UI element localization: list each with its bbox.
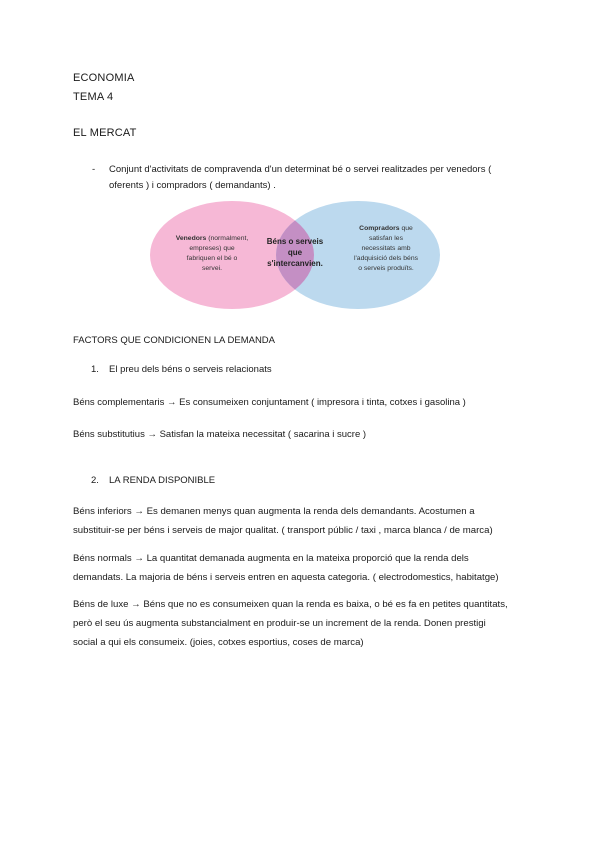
luxury-line-1: Béns de luxe → Béns que no es consumeixen quan la renda es baixa, o bé es fa en petites quantitats, — [73, 599, 508, 610]
venn-left-line-3: servei. — [201, 265, 223, 272]
venn-center-line-1: que — [287, 248, 303, 257]
inferior-goods-paragraph — [73, 502, 493, 540]
luxury-line-2: però el seu ús augmenta substancialment en produir-se un increment de la renda. Donen prestigi — [73, 618, 486, 629]
venn-left-line-2: fabriquen el bé o — [186, 255, 238, 262]
venn-left-line-1: empreses) que — [189, 245, 235, 252]
venn-left-line-0: Venedors (normalment, — [175, 235, 249, 242]
definition-line-1: Conjunt d'activitats de compravenda d'un determinat bé o servei realitzades per venedors ( — [109, 164, 492, 175]
normal-line-1: Béns normals → La quantitat demanada augmenta en la mateixa proporció que la renda dels — [73, 553, 469, 564]
substitute-goods: Béns substitutius → Satisfan la mateixa necessitat ( sacarina i sucre ) — [73, 429, 367, 440]
definition-bullet: - — [92, 164, 96, 175]
factors-heading: FACTORS QUE CONDICIONEN LA DEMANDA — [73, 335, 275, 346]
venn-center-line-0: Béns o serveis — [266, 237, 324, 246]
item-2-number: 2. — [91, 475, 99, 486]
venn-right-line-0: Compradors que — [359, 225, 413, 232]
complementary-goods: Béns complementaris → Es consumeixen conjuntament ( impresora i tinta, cotxes i gasolina ) — [73, 397, 466, 408]
normal-goods-paragraph — [73, 549, 499, 587]
venn-right-line-3: l'adquisició dels béns — [353, 255, 419, 262]
market-venn-diagram — [150, 198, 450, 310]
venn-right-line-1: satisfan les — [368, 235, 404, 242]
luxury-line-3: social a qui els consumeix. (joies, cotxes esportius, coses de marca) — [73, 637, 364, 648]
venn-right-line-2: necessitats amb — [361, 245, 411, 252]
normal-line-2: demandats. La majoria de béns i serveis entren en aquesta categoria. ( electrodomestics, habitatge) — [73, 572, 499, 583]
venn-right-line-4: o serveis produïts. — [358, 265, 414, 272]
section-title: EL MERCAT — [73, 127, 137, 139]
inferior-line-1: Béns inferiors → Es demanen menys quan augmenta la renda dels demandants. Acostumen a — [73, 506, 475, 517]
item-2-label: LA RENDA DISPONIBLE — [109, 475, 216, 486]
subject-title: ECONOMIA — [73, 72, 135, 84]
inferior-line-2: substituir-se per béns i serveis de major qualitat. ( transport públic / taxi , marca blanca / de marca) — [73, 525, 493, 536]
topic-title: TEMA 4 — [73, 91, 114, 103]
venn-center-line-2: s'intercanvien. — [267, 259, 323, 268]
item-1-label: El preu dels béns o serveis relacionats — [109, 364, 272, 375]
item-1-number: 1. — [91, 364, 99, 375]
luxury-goods-paragraph — [73, 595, 508, 652]
definition-line-2: oferents ) i compradors ( demandants) . — [109, 180, 276, 191]
